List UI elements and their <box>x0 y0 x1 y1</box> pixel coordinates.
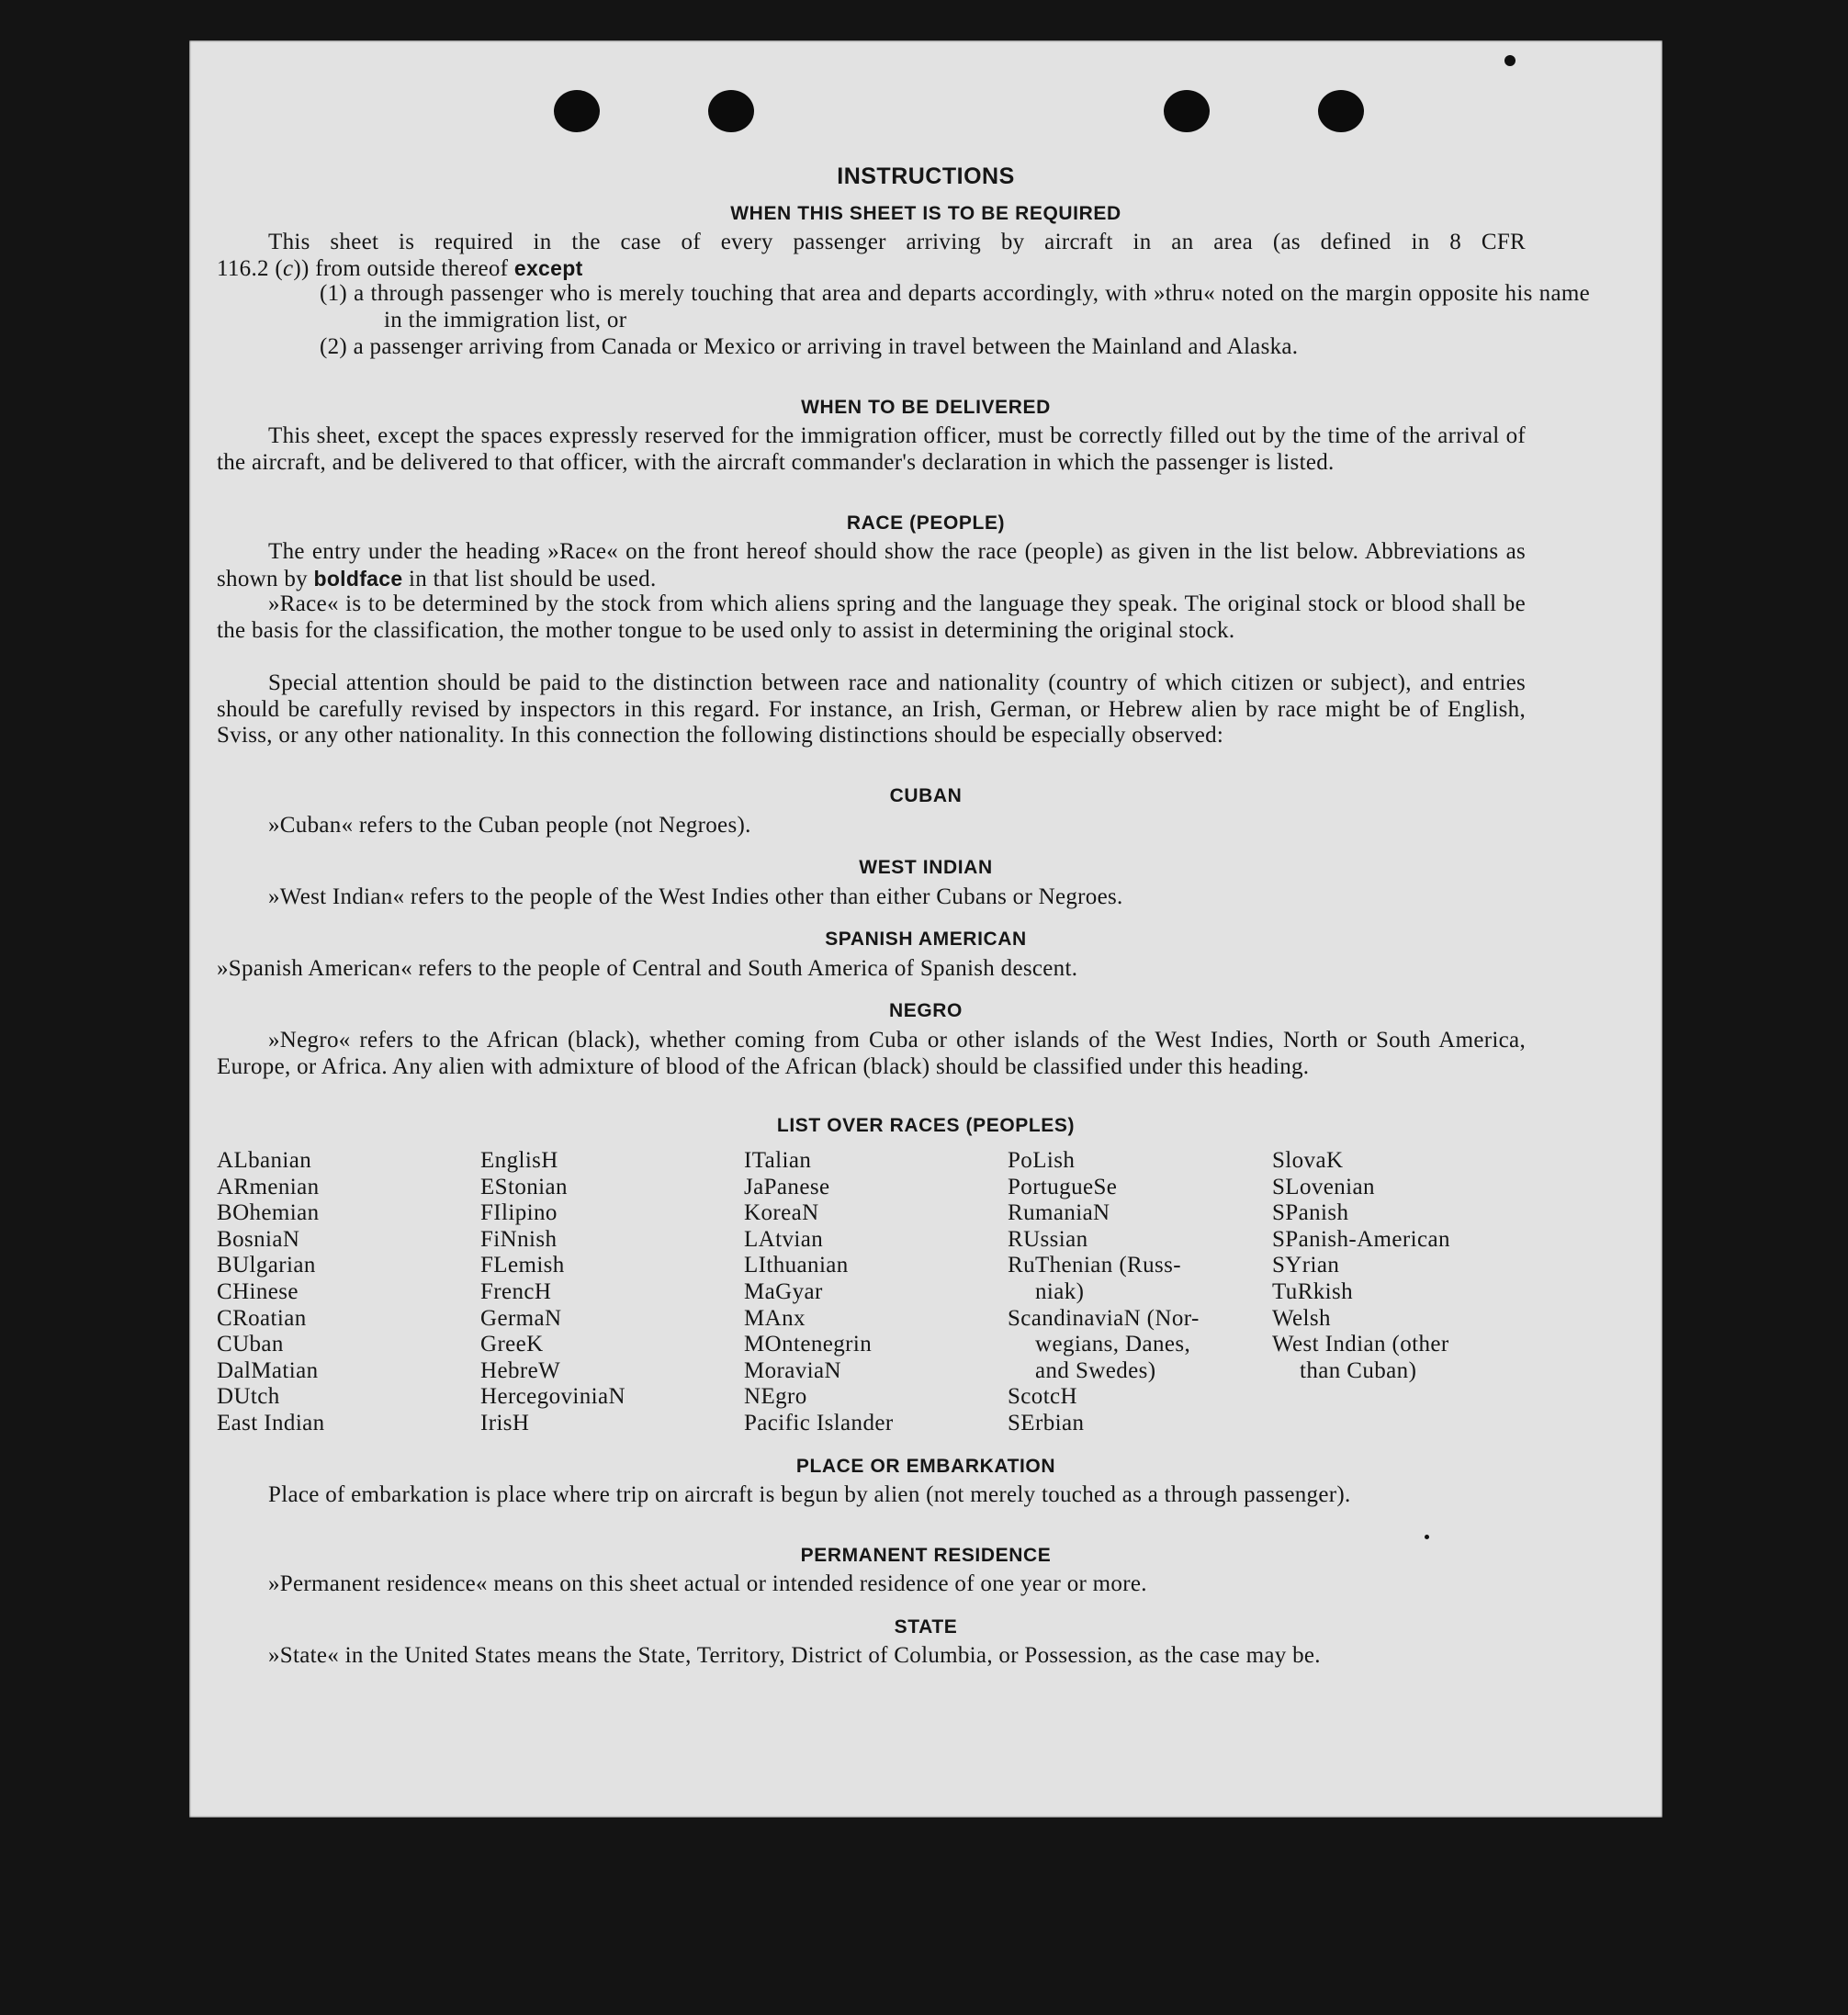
race-paragraph-3: Special attention should be paid to the distinction between race and nationality (country of which citizen or subject), and entries should be carefully revised by inspectors in this regard. For instance, an Irish, German, or Hebrew alien by race might be of English, Sviss, or any other nationality. In this connection the following distinctions should be especially observed: <box>217 670 1526 748</box>
race-entry-continued: wegians, Danes, <box>1035 1332 1191 1357</box>
race-entry: DalMatian <box>217 1357 319 1383</box>
race-entry: SPanish <box>1272 1200 1349 1226</box>
race-entry: EnglisH <box>480 1148 558 1173</box>
punch-hole <box>708 90 754 132</box>
race-entry: MoraviaN <box>744 1357 841 1383</box>
race-entry: CHinese <box>217 1278 299 1304</box>
race-entry: RUssian <box>1008 1226 1088 1252</box>
race-entry: BosniaN <box>217 1226 300 1252</box>
race-entry: PoLish <box>1008 1148 1076 1173</box>
required-item-1: (1) a through passenger who is merely touching that area and departs accordingly, with »thru« noted on the margin opposite his name in the immigration list, or <box>320 281 1590 332</box>
race-entry: FiNnish <box>480 1226 558 1252</box>
embarkation-text: Place of embarkation is place where trip on aircraft is begun by alien (not merely touched as a through passenger). <box>268 1482 1351 1507</box>
race-entry: TuRkish <box>1272 1278 1354 1304</box>
speck <box>1504 55 1516 66</box>
race-entry: ScotcH <box>1008 1384 1077 1410</box>
race-paragraph-2: »Race« is to be determined by the stock from which aliens spring and the language they speak. The original stock or blood shall be the basis for the classification, the mother tongue to be used only to assist in determining the original stock. <box>217 591 1526 643</box>
race-entry: MaGyar <box>744 1278 823 1304</box>
race-entry-continued: than Cuban) <box>1300 1357 1417 1383</box>
cuban-text: »Cuban« refers to the Cuban people (not Negroes). <box>268 813 751 838</box>
speck <box>1425 1535 1429 1539</box>
race-entry: ITalian <box>744 1148 812 1173</box>
page-title: INSTRUCTIONS <box>837 163 1015 189</box>
race-entry: CRoatian <box>217 1305 307 1331</box>
document-page <box>189 40 1662 1818</box>
heading-west-indian: WEST INDIAN <box>859 857 993 878</box>
race-entry: RuThenian (Russ- <box>1008 1253 1182 1278</box>
races-column-3 <box>744 1148 894 1437</box>
heading-spanish-american: SPANISH AMERICAN <box>825 929 1027 950</box>
race-entry: East Indian <box>217 1410 325 1435</box>
race-entry-continued: niak) <box>1035 1278 1085 1304</box>
race-entry: RumaniaN <box>1008 1200 1110 1226</box>
race-entry: JaPanese <box>744 1174 830 1199</box>
required-intro-line1: This sheet is required in the case of every passenger arriving by aircraft in an area (as defined in 8 CFR <box>268 230 1526 254</box>
heading-residence: PERMANENT RESIDENCE <box>800 1545 1052 1566</box>
heading-negro: NEGRO <box>888 1000 963 1021</box>
race-entry: SlovaK <box>1272 1148 1344 1173</box>
race-entry: KoreaN <box>744 1200 819 1226</box>
race-entry: EStonian <box>480 1174 568 1199</box>
race-entry-continued: and Swedes) <box>1035 1357 1156 1383</box>
race-entry: IrisH <box>480 1410 530 1435</box>
races-column-1 <box>217 1148 325 1437</box>
race-entry: HebreW <box>480 1357 561 1383</box>
race-entry: BUlgarian <box>217 1253 316 1278</box>
race-entry: Welsh <box>1272 1305 1331 1331</box>
race-entry: West Indian (other <box>1272 1332 1449 1357</box>
race-entry: PortugueSe <box>1008 1174 1118 1199</box>
races-column-2 <box>480 1148 625 1437</box>
race-entry: CUban <box>217 1332 284 1357</box>
heading-embarkation: PLACE OR EMBARKATION <box>795 1456 1056 1477</box>
race-entry: LIthuanian <box>744 1253 849 1278</box>
race-entry: NEgro <box>744 1384 807 1410</box>
race-entry: MAnx <box>744 1305 806 1331</box>
punch-hole <box>554 90 600 132</box>
race-entry: DUtch <box>217 1384 280 1410</box>
race-entry: LAtvian <box>744 1226 824 1252</box>
race-entry: HercegoviniaN <box>480 1384 625 1410</box>
race-entry: MOntenegrin <box>744 1332 873 1357</box>
race-entry: FIlipino <box>480 1200 558 1226</box>
heading-races-list: LIST OVER RACES (PEOPLES) <box>776 1115 1076 1136</box>
races-column-4 <box>1008 1148 1200 1437</box>
race-entry: GermaN <box>480 1305 562 1331</box>
races-column-5 <box>1272 1148 1450 1384</box>
residence-text: »Permanent residence« means on this sheet actual or intended residence of one year or more. <box>268 1571 1147 1596</box>
delivered-text: This sheet, except the spaces expressly reserved for the immigration officer, must be correctly filled out by the time of the arrival of the aircraft, and be delivered to that officer, with the aircraft commander's declaration in which the passenger is listed. <box>217 423 1526 475</box>
punch-hole <box>1318 90 1364 132</box>
race-entry: GreeK <box>480 1332 544 1357</box>
punch-hole <box>1164 90 1210 132</box>
race-entry: Pacific Islander <box>744 1410 894 1435</box>
race-entry: ALbanian <box>217 1148 312 1173</box>
race-entry: SErbian <box>1008 1410 1085 1435</box>
heading-cuban: CUBAN <box>889 785 963 806</box>
state-text: »State« in the United States means the State, Territory, District of Columbia, or Possession, as the case may be. <box>268 1643 1321 1668</box>
race-entry: FLemish <box>480 1253 565 1278</box>
race-entry: FrencH <box>480 1278 552 1304</box>
required-intro-line2: 116.2 (c)) from outside thereof except <box>217 256 583 281</box>
heading-race: RACE (PEOPLE) <box>846 512 1006 534</box>
race-entry: ARmenian <box>217 1174 320 1199</box>
race-paragraph-1: The entry under the heading »Race« on the front hereof should show the race (people) as given in the list below. Abbreviations as shown by boldface in that list should be used. <box>217 539 1526 591</box>
heading-state: STATE <box>894 1616 958 1638</box>
race-entry: SLovenian <box>1272 1174 1375 1199</box>
race-entry: SPanish-American <box>1272 1226 1450 1252</box>
heading-required: WHEN THIS SHEET IS TO BE REQUIRED <box>730 203 1121 224</box>
negro-text: »Negro« refers to the African (black), whether coming from Cuba or other islands of the West Indies, North or South America, Europe, or Africa. Any alien with admixture of blood of the African (black) should be classified under this heading. <box>217 1028 1526 1079</box>
race-entry: BOhemian <box>217 1200 320 1226</box>
spanish-american-text: »Spanish American« refers to the people of Central and South America of Spanish descent. <box>217 956 1078 981</box>
west-indian-text: »West Indian« refers to the people of the West Indies other than either Cubans or Negroes. <box>268 884 1123 909</box>
race-entry: ScandinaviaN (Nor- <box>1008 1305 1200 1331</box>
required-item-2: (2) a passenger arriving from Canada or Mexico or arriving in travel between the Mainland and Alaska. <box>320 334 1299 359</box>
heading-delivered: WHEN TO BE DELIVERED <box>801 397 1051 418</box>
race-entry: SYrian <box>1272 1253 1340 1278</box>
